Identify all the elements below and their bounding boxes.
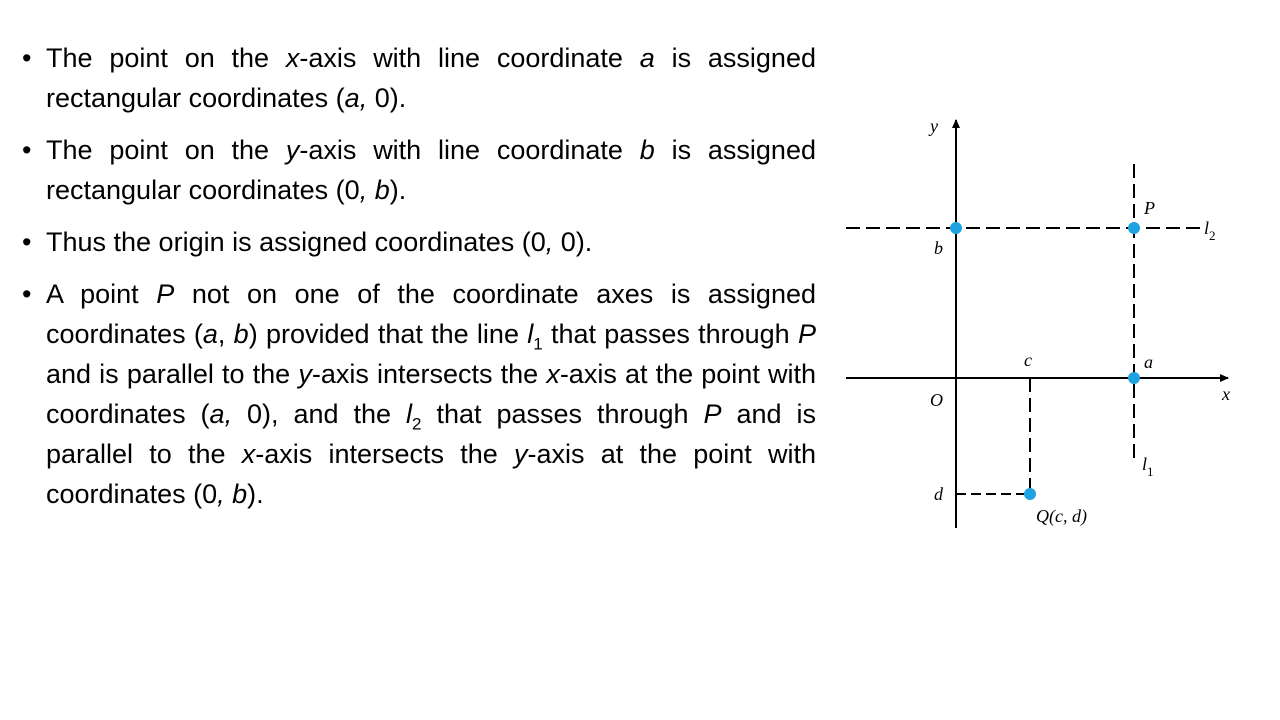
bullet-origin: • Thus the origin is assigned coordinates (0, 0).: [22, 222, 816, 262]
label-l1: $l_1$: [1142, 454, 1154, 479]
point-a: [1128, 372, 1140, 384]
label-p: P: [1144, 198, 1155, 218]
label-c: c: [1024, 350, 1032, 370]
bullet-list: [22, 38, 816, 526]
bullet-y-axis-point: • The point on the y-axis with line coordinate b is assigned rectangular coordinates (0, b).: [22, 130, 816, 210]
label-q: Q(c, d): [1036, 506, 1087, 526]
label-d: d: [934, 484, 943, 504]
point-b: [950, 222, 962, 234]
label-l2: $l_2$: [1204, 218, 1216, 243]
label-y-axis: y: [930, 116, 938, 136]
point-p: [1128, 222, 1140, 234]
bullet-x-axis-point: • The point on the x-axis with line coordinate a is assigned rectangular coordinates (a, 0).: [22, 38, 816, 118]
point-q: [1024, 488, 1036, 500]
bullet-general-point: • A point P not on one of the coordinate axes is assigned coordinates (a, b) provided that the line $l_1$ that passes through P and is parallel to the y-axis intersects the x-axis at the point with coordinates (a, 0), and the $l_2$ that passes through P and is parallel to the x-axis intersects the y-axis at the point with coordinates (0, b).: [22, 274, 816, 514]
label-b: b: [934, 238, 943, 258]
label-a: a: [1144, 352, 1153, 372]
coordinate-figure: [838, 108, 1238, 538]
label-origin: O: [930, 390, 943, 410]
label-x-axis: x: [1222, 384, 1230, 404]
